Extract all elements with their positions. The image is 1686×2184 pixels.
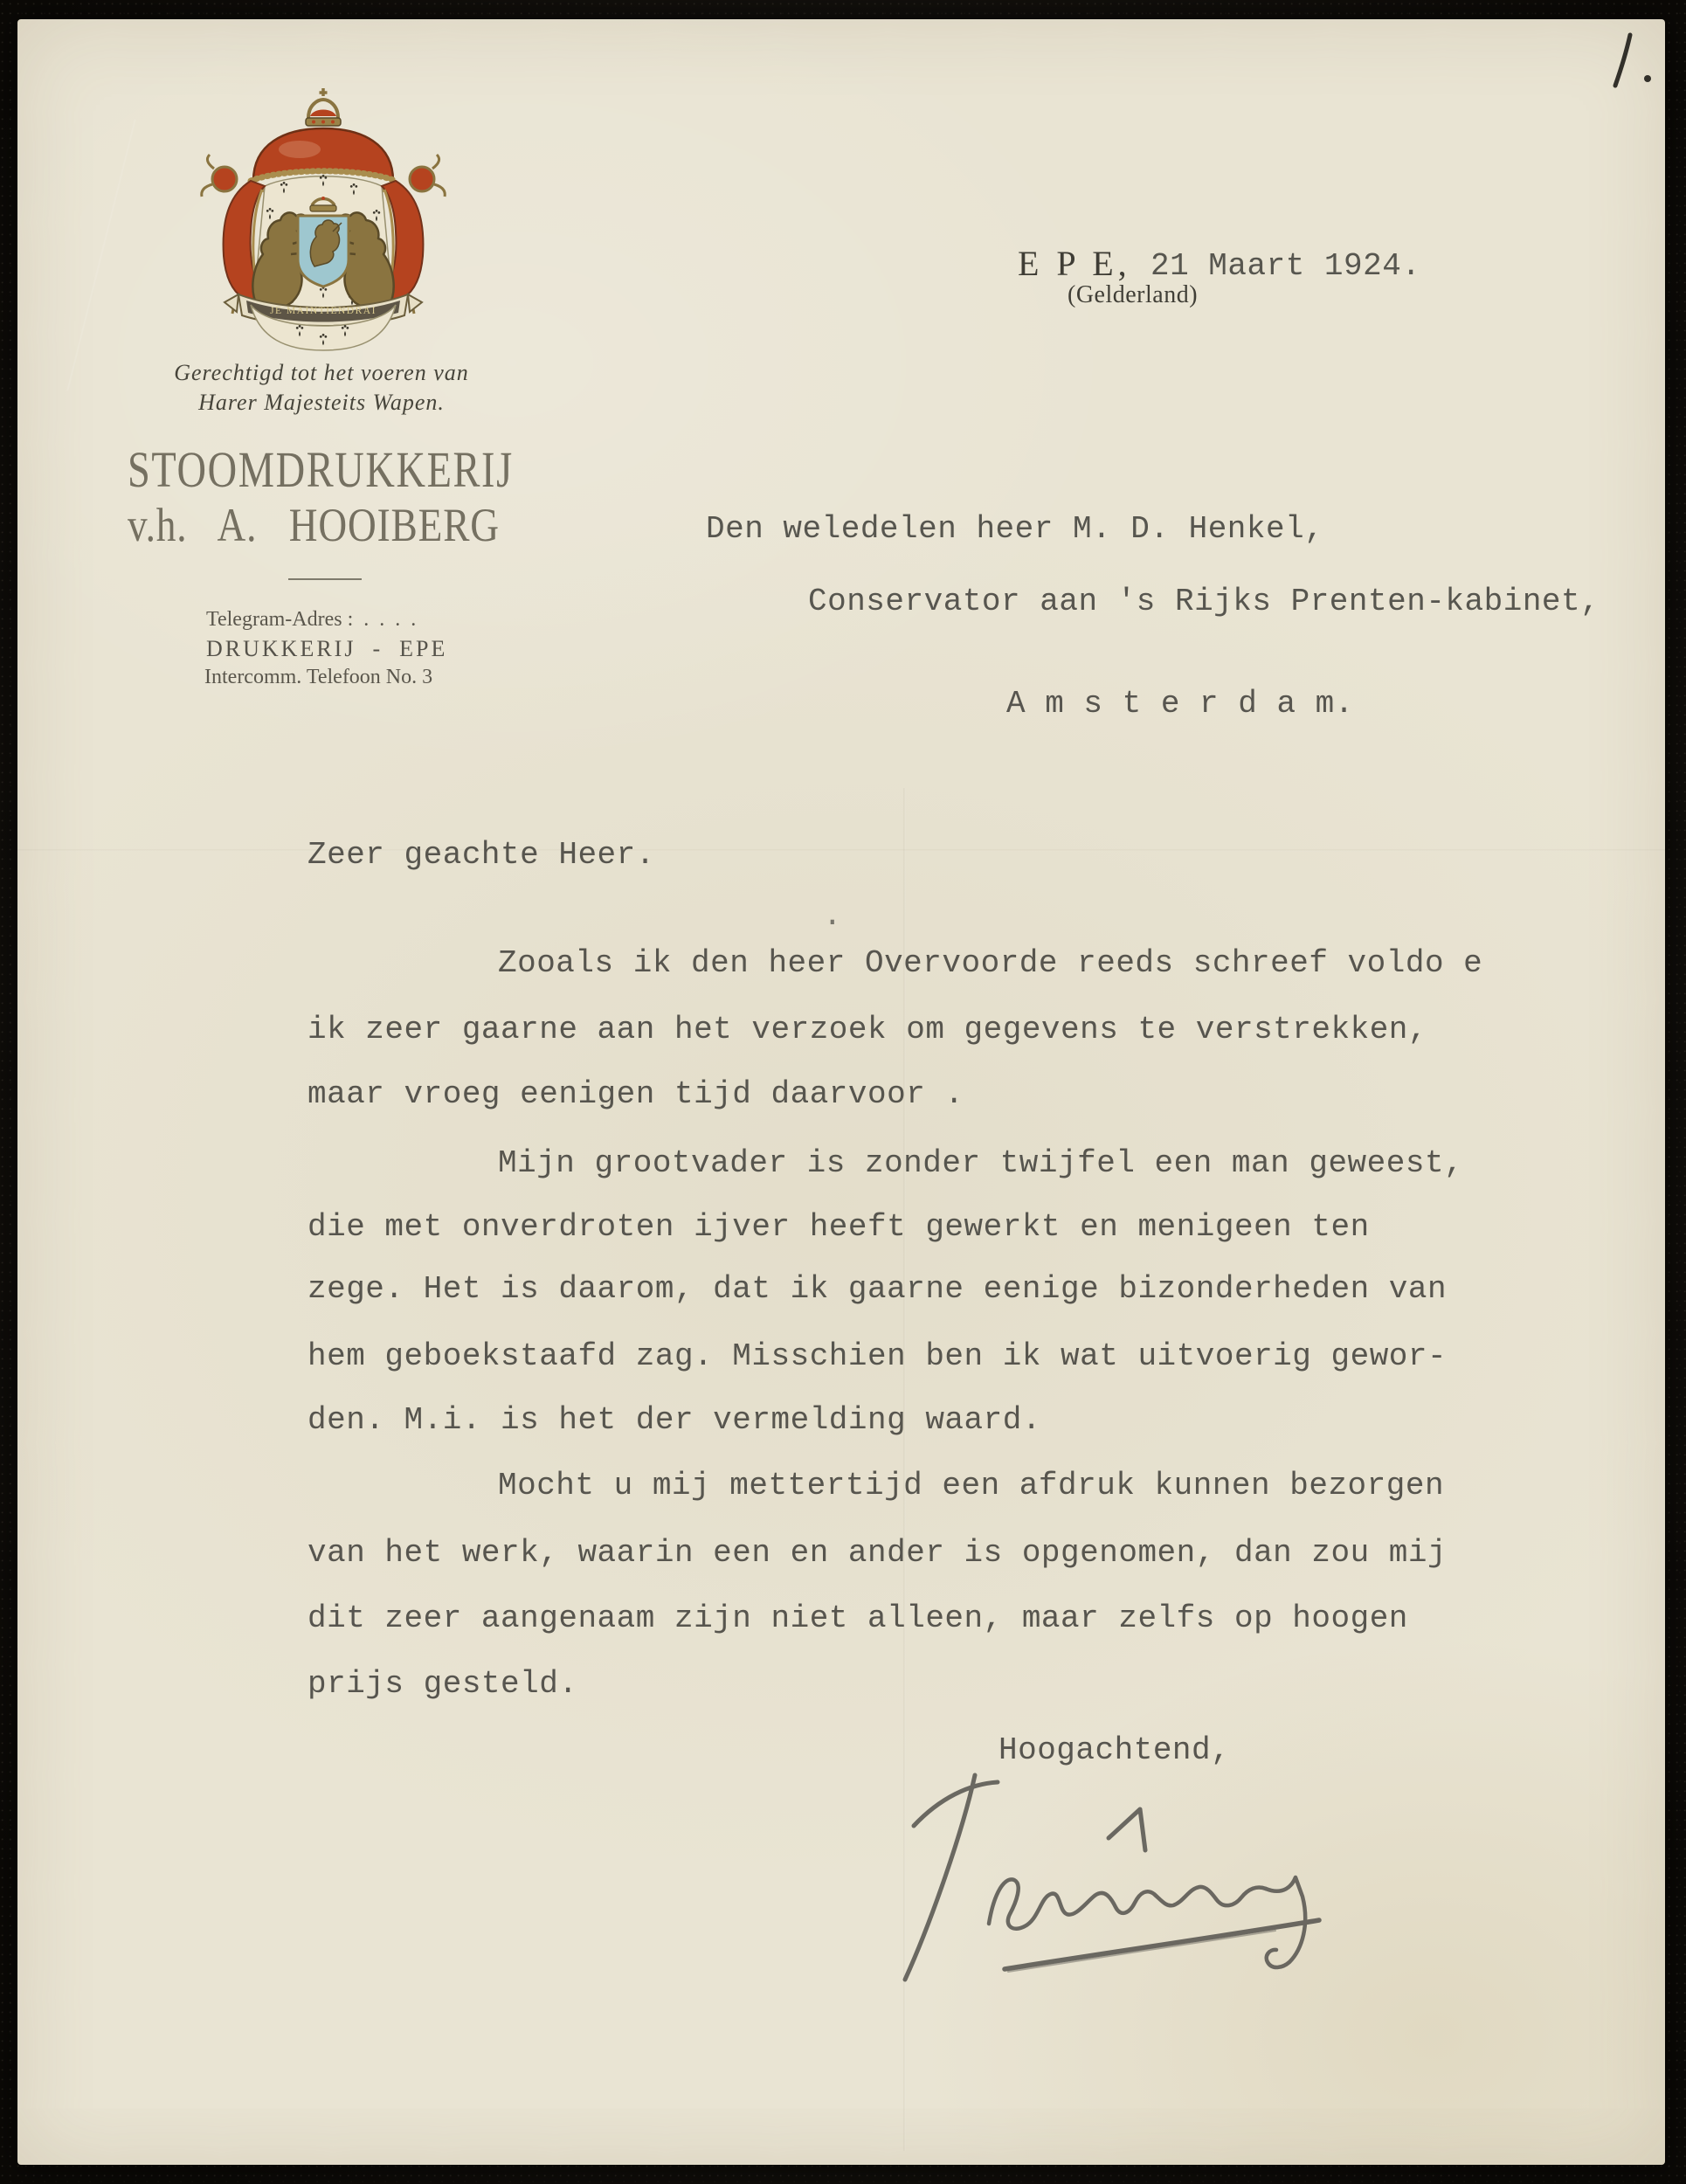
body-line: dit zeer aangenaam zijn niet alleen, maar zelfs op hoogen	[307, 1600, 1408, 1636]
handwritten-page-number	[1581, 26, 1669, 100]
body-line: prijs gesteld.	[307, 1666, 578, 1702]
body-line: ik zeer gaarne aan het verzoek om gegevens te verstrekken,	[307, 1012, 1428, 1047]
telegram-address-label: Telegram-Adres : . . . .	[206, 608, 417, 631]
body-line: Zooals ik den heer Overvoorde reeds schreef voldo e	[498, 945, 1483, 981]
shield	[298, 216, 349, 287]
company-name-line1: STOOMDRUKKERIJ	[128, 441, 514, 498]
letter-page	[17, 19, 1665, 2165]
recipient-line1: Den weledelen heer M. D. Henkel,	[706, 511, 1324, 547]
body-line: die met onverdroten ijver heeft gewerkt en menigeen ten	[307, 1209, 1370, 1245]
body-line: Mijn grootvader is zonder twijfel een man geweest,	[498, 1145, 1464, 1181]
recipient-line3: A m s t e r d a m.	[1006, 686, 1354, 722]
closing: Hoogachtend,	[998, 1732, 1231, 1768]
company-name-line2: v.h. A. HOOIBERG	[128, 499, 500, 551]
stray-ink-dot: .	[823, 898, 843, 934]
telephone-line: Intercomm. Telefoon No. 3	[204, 666, 433, 688]
crown-top	[306, 88, 341, 126]
salutation: Zeer geachte Heer.	[307, 837, 655, 873]
scratch-mark	[66, 120, 135, 391]
dateline-place: E P E,	[1018, 244, 1131, 283]
recipient-line2: Conservator aan 's Rijks Prenten-kabinet,	[808, 584, 1600, 619]
body-line: maar vroeg eenigen tijd daarvoor .	[307, 1076, 964, 1112]
royal-coat-of-arms	[197, 83, 450, 356]
dateline-region: (Gelderland)	[1068, 281, 1199, 308]
motto-text: JE MAINTIENDRAI	[270, 306, 377, 316]
right-knob	[410, 155, 445, 197]
left-knob	[202, 155, 237, 197]
body-line: den. M.i. is het der vermelding waard.	[307, 1402, 1041, 1438]
telegram-address-value: DRUKKERIJ - EPE	[206, 636, 448, 661]
letterhead-divider	[288, 578, 362, 580]
body-line: zege. Het is daarom, dat ik gaarne eenige bizonderheden van	[307, 1271, 1448, 1307]
handwritten-signature	[891, 1756, 1363, 2018]
body-line: van het werk, waarin een en ander is opgenomen, dan zou mij	[307, 1535, 1448, 1571]
emblem-caption-line1: Gerechtigd tot het voeren van	[174, 360, 469, 385]
emblem-caption-line2: Harer Majesteits Wapen.	[198, 390, 445, 415]
horizontal-fold-crease	[17, 849, 1665, 852]
body-line: Mocht u mij mettertijd een afdruk kunnen bezorgen	[498, 1468, 1445, 1503]
dateline-date: 21 Maart 1924.	[1150, 248, 1421, 284]
body-line: hem geboekstaafd zag. Misschien ben ik wat uitvoerig gewor-	[307, 1338, 1448, 1374]
